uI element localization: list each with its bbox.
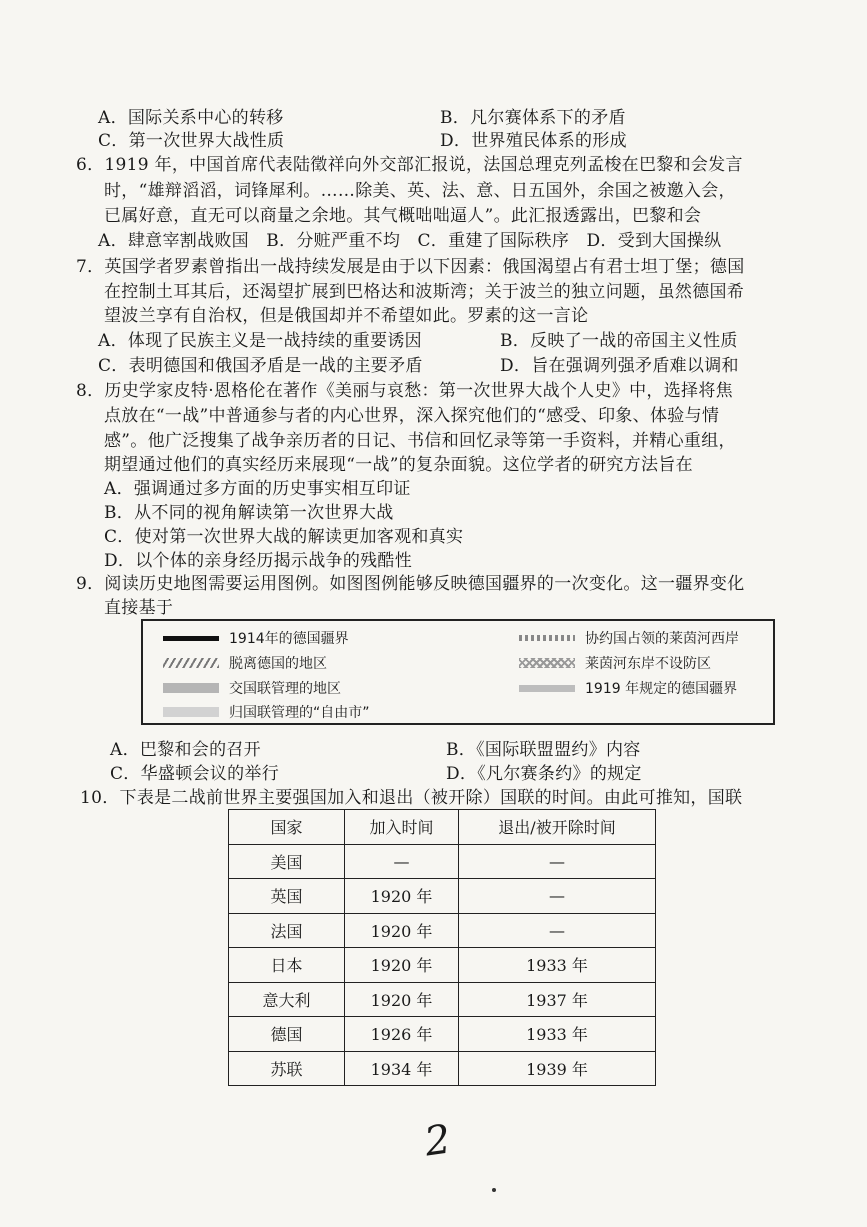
hatched-swatch <box>163 658 219 668</box>
q7-option-b: B．反映了一战的帝国主义性质 <box>500 331 738 351</box>
map-legend <box>141 619 775 725</box>
legend-label: 协约国占领的莱茵河西岸 <box>585 631 739 647</box>
legend-label: 1914年的德国疆界 <box>229 631 349 647</box>
page-number: 2 <box>421 1116 454 1166</box>
q6-stem-line-2: 时，“雄辩滔滔，词锋犀利。……除美、英、法、意、日五国外，余国之被邀入会， <box>104 181 736 201</box>
q8-stem-line-3: 感”。他广泛搜集了战争亲历者的日记、书信和回忆录等第一手资料，并精心重组， <box>104 431 736 451</box>
q7-stem-line-1: 7．英国学者罗素曾指出一战持续发展是由于以下因素：俄国渴望占有君士坦丁堡；德国 <box>76 257 745 277</box>
table-cell: 1939 年 <box>459 1051 656 1086</box>
q6-stem-line-3: 已属好意，直无可以商量之余地。其气概咄咄逼人”。此汇报透露出，巴黎和会 <box>104 206 702 226</box>
q8-option-d: D．以个体的亲身经历揭示战争的残酷性 <box>104 551 413 571</box>
q9-stem-line-1: 9．阅读历史地图需要运用图例。如图图例能够反映德国疆界的一次变化。这一疆界变化 <box>76 574 745 594</box>
table-cell: — <box>459 913 656 948</box>
table-cell: 1934 年 <box>345 1051 459 1086</box>
q7-option-d: D．旨在强调列强矛盾难以调和 <box>500 356 739 376</box>
q7-stem-line-2: 在控制土耳其后，还渴望扩展到巴格达和波斯湾；关于波兰的独立问题，虽然德国希 <box>104 282 745 302</box>
table-cell: 意大利 <box>229 982 345 1017</box>
crosshatch-swatch <box>519 658 575 668</box>
table-cell: 1920 年 <box>345 948 459 983</box>
legend-label: 莱茵河东岸不设防区 <box>585 656 711 672</box>
q7-option-a: A．体现了民族主义是一战持续的重要诱因 <box>98 331 422 351</box>
table-cell: 德国 <box>229 1017 345 1052</box>
q5-option-d: D．世界殖民体系的形成 <box>440 131 627 151</box>
table-cell: 法国 <box>229 913 345 948</box>
q10-stem-line-1: 10．下表是二战前世界主要强国加入和退出（被开除）国联的时间。由此可推知，国联 <box>80 788 743 808</box>
q9-option-c: C．华盛顿会议的举行 <box>110 764 280 784</box>
gray-line-swatch <box>519 685 575 692</box>
q5-option-c: C．第一次世界大战性质 <box>98 131 285 151</box>
table-row <box>229 982 656 1017</box>
table-cell: — <box>459 844 656 879</box>
q7-option-c: C．表明德国和俄国矛盾是一战的主要矛盾 <box>98 356 423 376</box>
legend-label: 交国联管理的地区 <box>229 681 341 697</box>
table-row <box>229 913 656 948</box>
table-cell: 1926 年 <box>345 1017 459 1052</box>
q8-option-c: C．使对第一次世界大战的解读更加客观和真实 <box>104 527 464 547</box>
header-cell: 退出/被开除时间 <box>459 810 656 845</box>
table-cell: 1920 年 <box>345 982 459 1017</box>
league-membership-table <box>228 809 656 1086</box>
header-cell: 加入时间 <box>345 810 459 845</box>
table-cell: 美国 <box>229 844 345 879</box>
speck-mark <box>492 1188 496 1192</box>
legend-label: 脱离德国的地区 <box>229 656 327 672</box>
table-header-row <box>229 810 656 845</box>
legend-label: 归国联管理的“自由市” <box>229 705 370 721</box>
q7-stem-line-3: 望波兰享有自治权，但是俄国却并不希望如此。罗素的这一言论 <box>104 306 589 326</box>
q8-stem-line-1: 8．历史学家皮特·恩格伦在著作《美丽与哀愁：第一次世界大战个人史》中，选择将焦 <box>76 381 733 401</box>
header-cell: 国家 <box>229 810 345 845</box>
table-row <box>229 844 656 879</box>
legend-item-rhine-west <box>519 627 739 649</box>
legend-label: 1919 年规定的德国疆界 <box>585 681 738 697</box>
table-cell: 1920 年 <box>345 913 459 948</box>
q8-stem-line-4: 期望通过他们的真实经历来展现“一战”的复杂面貌。这位学者的研究方法旨在 <box>104 455 693 475</box>
dotted-swatch <box>519 635 575 641</box>
table-cell: 1933 年 <box>459 1017 656 1052</box>
table-row <box>229 948 656 983</box>
q9-option-a: A．巴黎和会的召开 <box>110 740 261 760</box>
legend-item-1919-border <box>519 677 737 699</box>
table-cell: 1920 年 <box>345 879 459 914</box>
legend-item-1914-border <box>163 627 349 649</box>
q9-option-d: D．《凡尔赛条约》的规定 <box>446 764 642 784</box>
table-cell: 英国 <box>229 879 345 914</box>
q8-stem-line-2: 点放在“一战”中普通参与者的内心世界，深入探究他们的“感受、印象、体验与情 <box>104 406 720 426</box>
q8-option-b: B．从不同的视角解读第一次世界大战 <box>104 503 394 523</box>
table-cell: 苏联 <box>229 1051 345 1086</box>
table-row <box>229 1017 656 1052</box>
table-row <box>229 1051 656 1086</box>
legend-item-league-admin <box>163 677 341 699</box>
table-cell: — <box>345 844 459 879</box>
legend-item-rhine-east <box>519 652 711 674</box>
q5-option-a: A．国际关系中心的转移 <box>98 108 284 128</box>
table-cell: 日本 <box>229 948 345 983</box>
table-cell: — <box>459 879 656 914</box>
legend-item-free-city <box>163 701 370 723</box>
table-cell: 1937 年 <box>459 982 656 1017</box>
q5-option-b: B．凡尔赛体系下的矛盾 <box>440 108 626 128</box>
table-row <box>229 879 656 914</box>
light-fill-swatch <box>163 707 219 717</box>
q6-stem-line-1: 6．1919 年，中国首席代表陆徵祥向外交部汇报说，法国总理克列孟梭在巴黎和会发言 <box>76 155 743 175</box>
q6-options: A．肆意宰割战败国 B．分赃严重不均 C．重建了国际秩序 D．受到大国操纵 <box>98 231 722 251</box>
gray-fill-swatch <box>163 683 219 693</box>
table-cell: 1933 年 <box>459 948 656 983</box>
q9-option-b: B．《国际联盟盟约》内容 <box>446 740 641 760</box>
legend-item-detached <box>163 652 327 674</box>
thick-line-swatch <box>163 636 219 641</box>
q9-stem-line-2: 直接基于 <box>104 598 174 618</box>
q8-option-a: A．强调通过多方面的历史事实相互印证 <box>104 479 411 499</box>
